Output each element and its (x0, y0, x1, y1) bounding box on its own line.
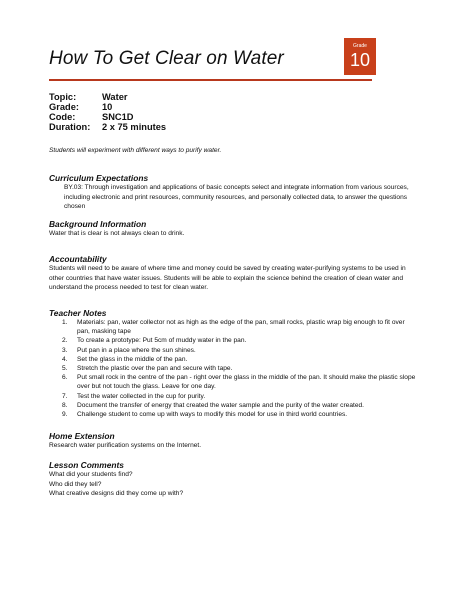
grade-badge-value: 10 (349, 50, 371, 70)
list-text: Stretch the plastic over the pan and secure with tape. (77, 365, 233, 373)
home-extension-body: Research water purification systems on the Internet. (49, 442, 202, 449)
meta-key: Duration: (49, 122, 91, 132)
meta-key: Code: (49, 112, 76, 122)
background-body: Water that is clear is not always clean to drink. (49, 230, 185, 237)
comment-line: What did your students find? (49, 471, 133, 478)
grade-badge-label: Grade (353, 43, 367, 49)
meta-value: 10 (102, 102, 113, 112)
list-item (62, 318, 419, 336)
background-section (49, 219, 419, 239)
home-extension-section (49, 431, 419, 451)
meta-value: 2 x 75 minutes (102, 122, 167, 132)
teacher-notes-list (62, 318, 419, 419)
list-number: 2. (62, 337, 68, 345)
list-number: 3. (62, 346, 68, 354)
list-item (62, 346, 419, 355)
accountability-body: Students will need to be aware of where time and money could be saved by creating water-purifying systems to be used in other countries that have water issues. Students will be able to explain the science behind the creation of clean water and understand the process needed to test for clean water. (49, 265, 406, 291)
list-item (62, 373, 419, 391)
title-divider (49, 79, 372, 81)
comment-line: Who did they tell? (49, 480, 102, 488)
meta-key: Topic: (49, 92, 77, 102)
list-item (62, 336, 419, 345)
intro-text: Students will experiment with different ways to purify water. (49, 147, 222, 154)
meta-row-grade (49, 102, 166, 112)
section-heading: Lesson Comments (49, 460, 124, 470)
meta-key: Grade: (49, 102, 79, 112)
meta-value: SNC1D (102, 112, 134, 122)
accountability-section (49, 254, 419, 293)
list-item (62, 401, 419, 410)
list-number: 6. (62, 374, 68, 382)
meta-row-topic (49, 92, 166, 102)
curriculum-body: BY.03: Through investigation and applications of basic concepts select and integrate information from various sources, including electronic and print resources, community resources, and personally collected data, to answer the questions chosen (64, 184, 409, 210)
section-heading: Curriculum Expectations (49, 173, 149, 183)
list-text: Document the transfer of energy that created the water sample and the purity of the water created. (77, 401, 364, 409)
grade-badge (344, 38, 376, 75)
teacher-notes-section (49, 308, 419, 419)
section-heading: Background Information (49, 219, 147, 229)
list-text: Test the water collected in the cup for purity. (77, 392, 206, 400)
list-number: 4. (62, 355, 68, 363)
list-text: Put small rock in the centre of the pan - right over the glass in the middle of the pan. It should make the plastic slope over but not touch the glass. Leave for one day. (77, 374, 416, 391)
list-number: 8. (62, 401, 68, 409)
list-text: To create a prototype: Put 5cm of muddy water in the pan. (77, 337, 247, 345)
section-heading: Teacher Notes (49, 308, 107, 318)
list-text: Challenge student to come up with ways to modify this model for use in third world countries. (77, 411, 348, 419)
section-heading: Accountability (49, 254, 107, 264)
list-number: 7. (62, 392, 68, 400)
list-text: Materials: pan, water collector not as high as the edge of the pan, small rocks, plastic wrap big enough to fit over pan, masking tape (77, 319, 405, 336)
list-number: 1. (62, 319, 68, 326)
list-number: 5. (62, 365, 68, 373)
meta-value: Water (102, 92, 128, 102)
list-text: Set the glass in the middle of the pan. (77, 355, 188, 363)
list-item (62, 364, 419, 373)
list-number: 9. (62, 411, 68, 419)
curriculum-section (49, 173, 419, 212)
section-heading: Home Extension (49, 431, 115, 441)
page-title: How To Get Clear on Water (49, 48, 284, 69)
list-item (62, 355, 419, 364)
lesson-comments-section (49, 460, 419, 499)
list-item (62, 410, 419, 419)
list-item (62, 392, 419, 401)
meta-row-code (49, 112, 166, 122)
meta-row-duration (49, 122, 166, 132)
comment-line: What creative designs did they come up with? (49, 490, 184, 497)
lesson-meta (49, 92, 166, 132)
list-text: Put pan in a place where the sun shines. (77, 346, 196, 354)
